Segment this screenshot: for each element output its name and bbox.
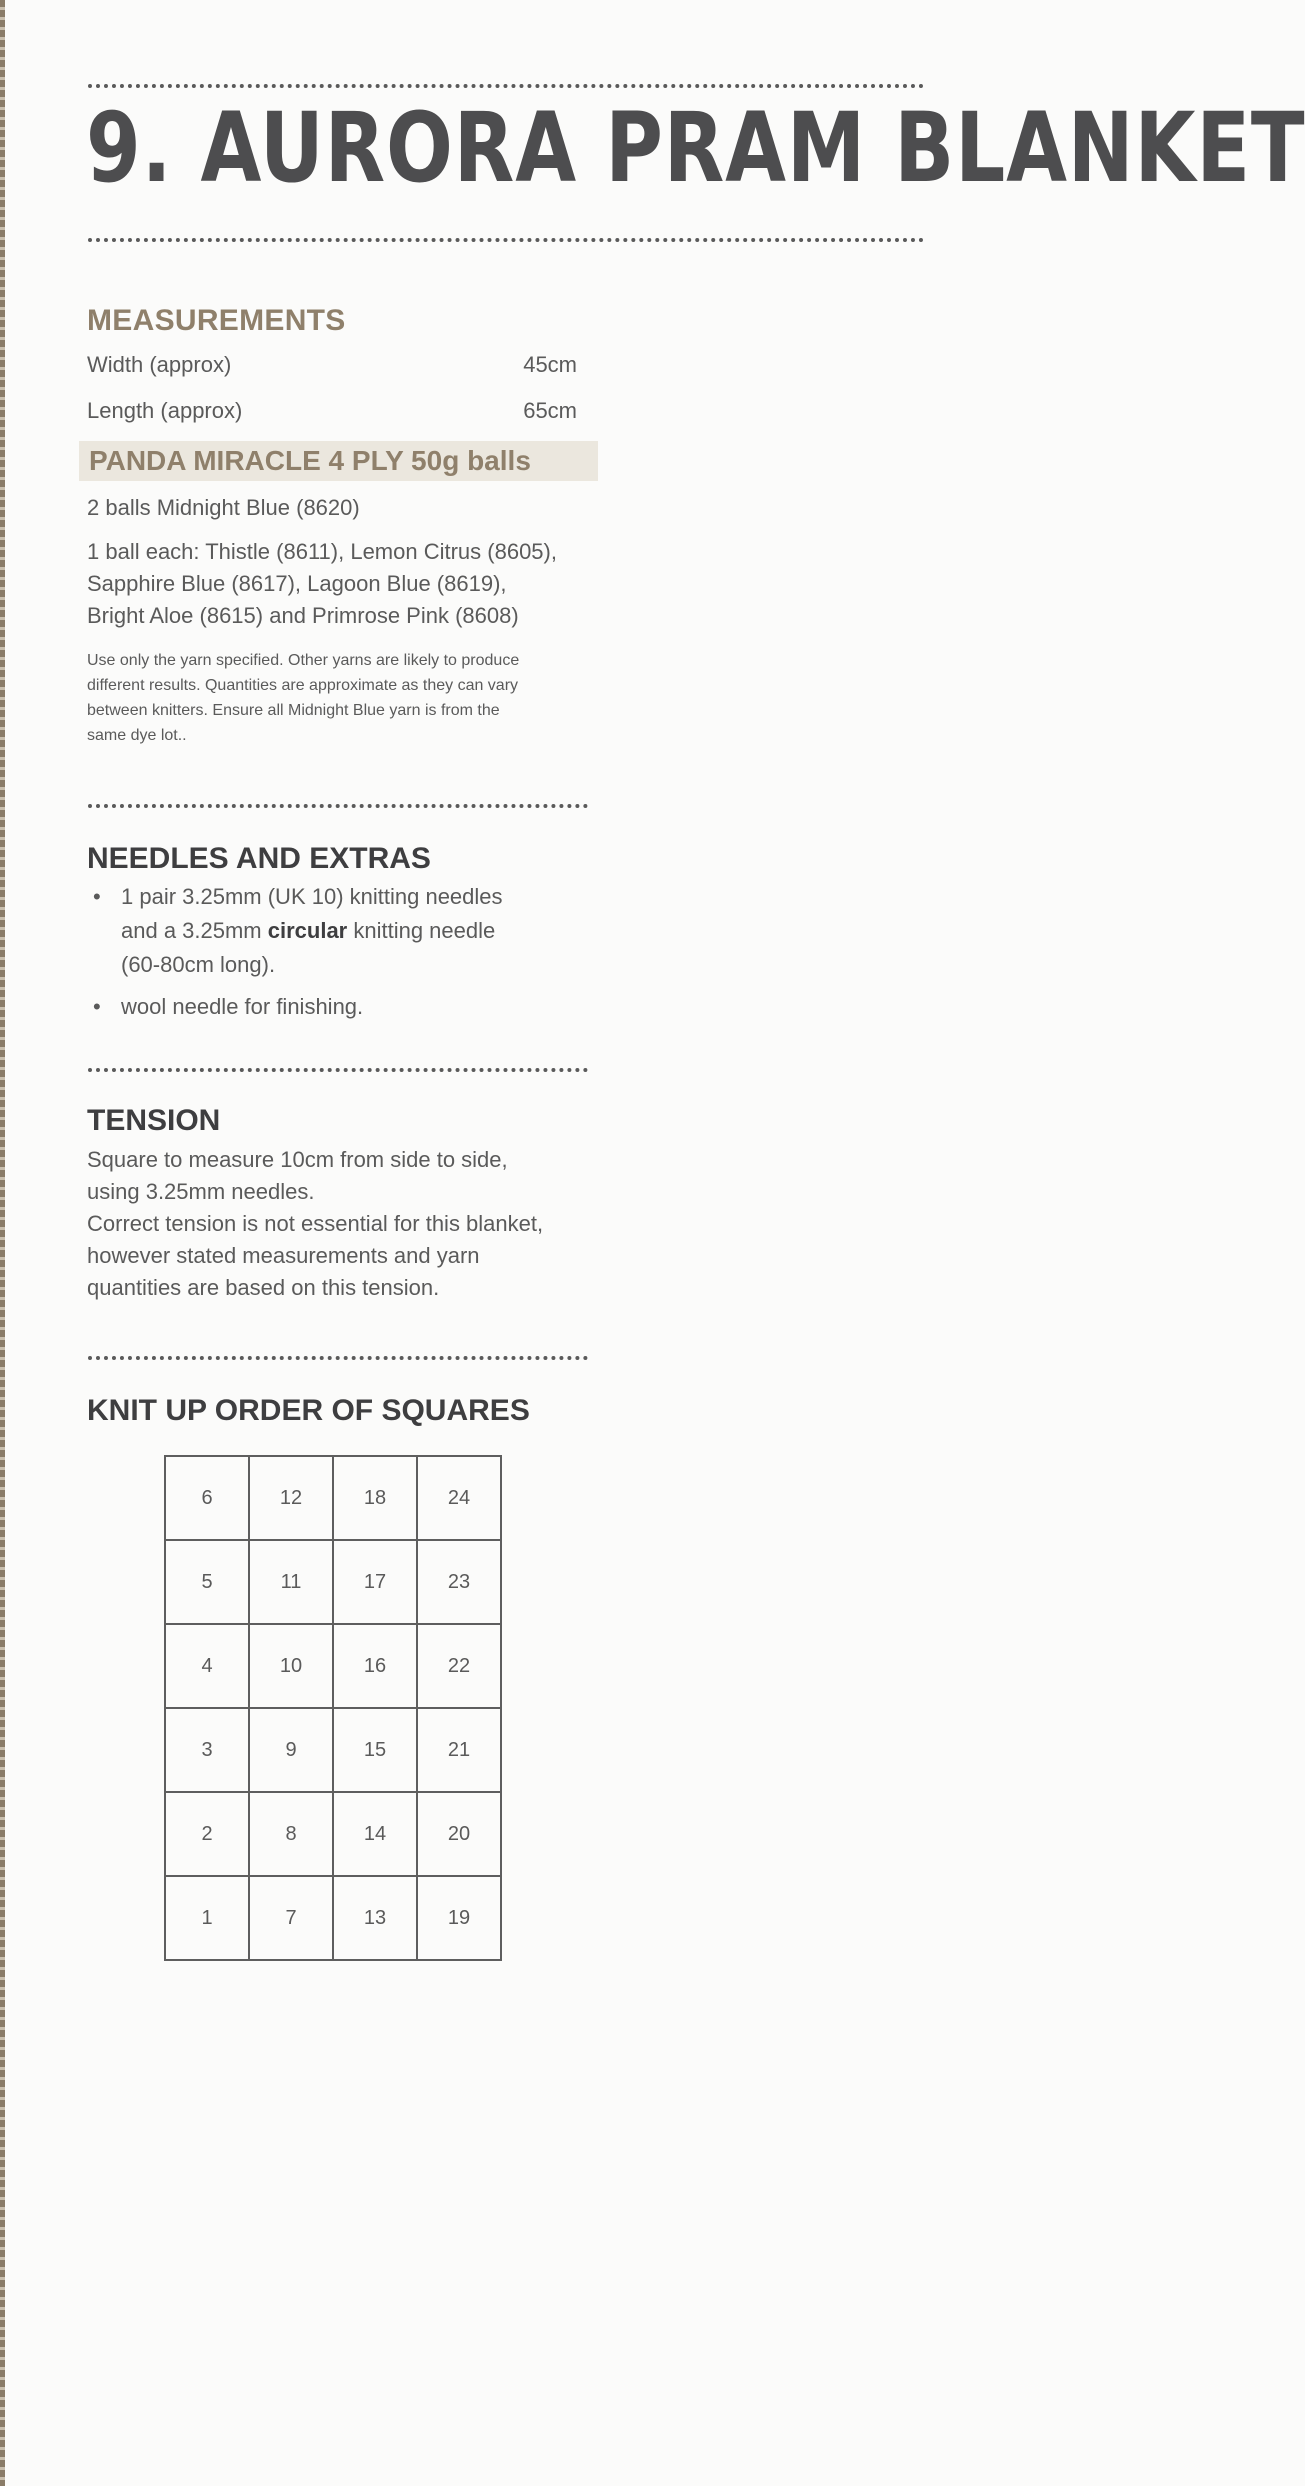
needles-heading: NEEDLES AND EXTRAS (87, 842, 431, 875)
grid-cell: 4 (166, 1625, 250, 1709)
measurement-value: 65cm (523, 398, 577, 423)
measurement-value: 45cm (523, 352, 577, 377)
grid-cell: 12 (250, 1457, 334, 1541)
measurement-row-width (87, 352, 577, 378)
page-title: 9. AURORA PRAM BLANKET (86, 92, 1305, 204)
measurement-label: Length (approx) (87, 398, 243, 423)
section-divider (88, 1356, 588, 1360)
page-edge-border (0, 0, 5, 2486)
measurement-row-length (87, 398, 577, 424)
grid-cell: 6 (166, 1457, 250, 1541)
grid-cell: 16 (334, 1625, 418, 1709)
section-divider (88, 1068, 588, 1072)
needle-line: (60-80cm long). (121, 952, 276, 977)
yarn-main-colour: 2 balls Midnight Blue (8620) (87, 495, 360, 520)
list-item (87, 880, 607, 982)
tension-line: however stated measurements and yarn (87, 1243, 480, 1268)
needle-line: and a 3.25mm (121, 918, 268, 943)
measurements-heading: MEASUREMENTS (87, 304, 346, 337)
note-line: same dye lot.. (87, 727, 187, 744)
squares-order-grid (164, 1455, 502, 1961)
tension-line: using 3.25mm needles. (87, 1179, 315, 1204)
list-item (87, 990, 607, 1024)
title-bottom-divider (88, 238, 924, 242)
tension-line: quantities are based on this tension. (87, 1275, 440, 1300)
yarn-heading: PANDA MIRACLE 4 PLY 50g balls (89, 445, 531, 476)
note-line: between knitters. Ensure all Midnight Blue yarn is from the (87, 702, 500, 719)
yarn-line: Sapphire Blue (8617), Lagoon Blue (8619), (87, 571, 507, 596)
tension-text (87, 1144, 543, 1304)
grid-cell: 14 (334, 1793, 418, 1877)
yarn-contrast-colours (87, 536, 557, 632)
bullet-icon: • (93, 884, 101, 909)
yarn-note (87, 648, 597, 748)
grid-cell: 7 (250, 1877, 334, 1961)
grid-cell: 9 (250, 1709, 334, 1793)
grid-cell: 1 (166, 1877, 250, 1961)
grid-cell: 19 (418, 1877, 502, 1961)
grid-cell: 21 (418, 1709, 502, 1793)
grid-cell: 24 (418, 1457, 502, 1541)
grid-cell: 15 (334, 1709, 418, 1793)
grid-cell: 22 (418, 1625, 502, 1709)
note-line: Use only the yarn specified. Other yarns are likely to produce (87, 652, 520, 669)
section-divider (88, 804, 588, 808)
yarn-line: 1 ball each: Thistle (8611), Lemon Citrus (8605), (87, 539, 557, 564)
grid-cell: 13 (334, 1877, 418, 1961)
measurement-label: Width (approx) (87, 352, 232, 377)
grid-cell: 2 (166, 1793, 250, 1877)
yarn-line: Bright Aloe (8615) and Primrose Pink (8608) (87, 603, 519, 628)
needle-line: 1 pair 3.25mm (UK 10) knitting needles (121, 884, 503, 909)
grid-cell: 18 (334, 1457, 418, 1541)
needle-line: wool needle for finishing. (121, 994, 364, 1019)
grid-cell: 3 (166, 1709, 250, 1793)
grid-cell: 5 (166, 1541, 250, 1625)
title-top-divider (88, 84, 924, 88)
tension-line: Square to measure 10cm from side to side, (87, 1147, 508, 1172)
needles-list (87, 880, 607, 1032)
tension-heading: TENSION (87, 1104, 221, 1137)
order-heading: KNIT UP ORDER OF SQUARES (87, 1394, 530, 1427)
tension-line: Correct tension is not essential for this blanket, (87, 1211, 544, 1236)
bullet-icon: • (93, 994, 101, 1019)
grid-cell: 23 (418, 1541, 502, 1625)
grid-cell: 11 (250, 1541, 334, 1625)
grid-cell: 8 (250, 1793, 334, 1877)
note-line: different results. Quantities are approximate as they can vary (87, 677, 519, 694)
needle-line: knitting needle (347, 918, 496, 943)
grid-cell: 17 (334, 1541, 418, 1625)
grid-cell: 10 (250, 1625, 334, 1709)
needle-emphasis: circular (267, 918, 348, 943)
grid-cell: 20 (418, 1793, 502, 1877)
